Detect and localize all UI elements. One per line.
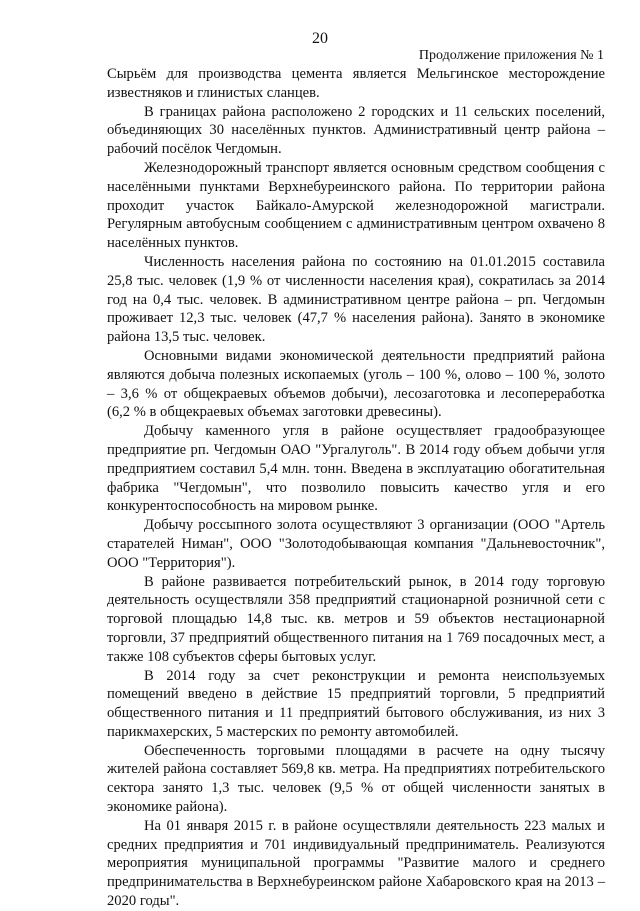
page-number: 20 (312, 30, 328, 47)
appendix-note: Продолжение приложения № 1 (418, 48, 604, 63)
paragraph-4: Численность населения района по состоянию на 01.01.2015 составила 25,8 тыс. человек (1,9 % от численности населения края), сократилась за 2014 год на 0,4 тыс. человек. В административном центре района – рп. Чегдомын проживает 12,3 тыс. человек (47,7 % населения района). Занято в экономике района 13,5 тыс. человек. (107, 253, 605, 346)
paragraph-8: В районе развивается потребительский рынок, в 2014 году торговую деятельность осуществляли 358 предприятий стационарной розничной сети с торговой площадью 14,8 тыс. кв. метров и 59 объектов нестационарной торговли, 37 предприятий общественного питания на 1 769 посадочных мест, а также 108 субъектов сферы бытовых услуг. (107, 573, 605, 665)
paragraph-5: Основными видами экономической деятельности предприятий района являются добыча полезных ископаемых (уголь – 100 %, олово – 100 %, золото – 3,6 % от общекраевых объемов добычи), лесозаготовка и лесопереработка (6,2 % в общекраевых объемах заготовки древесины). (107, 347, 605, 421)
paragraph-11: На 01 января 2015 г. в районе осуществляли деятельность 223 малых и средних предприятия и 701 индивидуальный предприниматель. Реализуются мероприятия муниципальной программы "Развитие малого и среднего предпринимательства в Верхнебуреинском районе Хабаровского края на 2013 – 2020 годы". (107, 817, 605, 910)
paragraph-9: В 2014 году за счет реконструкции и ремонта неиспользуемых помещений введено в действие 15 предприятий торговли, 5 предприятий общественного питания и 11 предприятий бытового обслуживания, из них 3 парикмахерских, 5 мастерских по ремонту автомобилей. (107, 667, 605, 740)
paragraph-3: Железнодорожный транспорт является основным средством сообщения с населёнными пунктами Верхнебуреинского района. По территории района проходит участок Байкало-Амурской железнодорожной магистрали. Регулярным автобусным сообщением с административным центром охвачено 8 населённых пунктов. (107, 159, 605, 252)
paragraph-1: Сырьём для производства цемента является Мельгинское месторождение известняков и глинистых сланцев. (107, 66, 605, 101)
paragraph-2: В границах района расположено 2 городских и 11 сельских поселений, объединяющих 30 населённых пунктов. Административный центр района – рабочий посёлок Чегдомын. (107, 103, 605, 158)
paragraph-6: Добычу каменного угля в районе осуществляет градообразующее предприятие рп. Чегдомын ОАО "Ургалуголь". В 2014 году объем добычи угля предприятием составил 5,4 млн. тонн. Введена в эксплуатацию обогатительная фабрика "Чегдомын", что позволило повысить качество угля и его конкурентоспособность на мировом рынке. (107, 423, 605, 515)
paragraph-10: Обеспеченность торговыми площадями в расчете на одну тысячу жителей района составляет 569,8 кв. метра. На предприятиях потребительского сектора занято 1,3 тыс. человек (9,5 % от общей численности занятых в экономике района). (107, 742, 605, 816)
document-body (107, 65, 605, 911)
paragraph-7: Добычу россыпного золота осуществляют 3 организации (ООО "Артель старателей Ниман", ООО "Золотодобывающая компания "Дальневосточник", ООО "Территория"). (107, 517, 605, 571)
